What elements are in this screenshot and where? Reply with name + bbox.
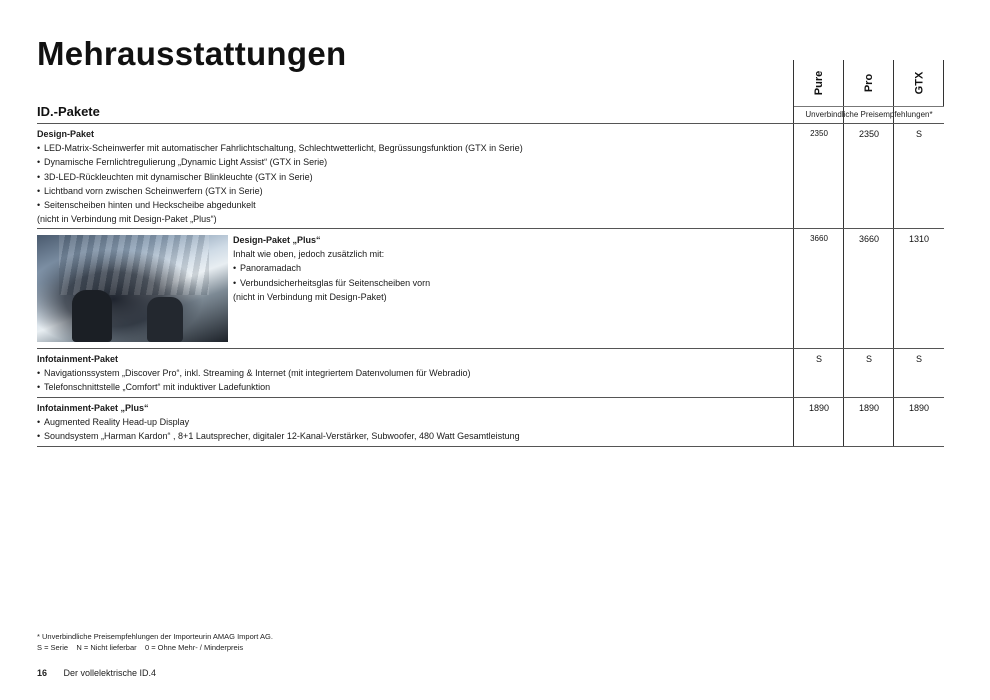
package-note: (nicht in Verbindung mit Design-Paket „Plus“) [37,214,217,225]
price-pure: S [815,354,822,364]
price-gtx: 1310 [908,234,930,244]
package-row-infotainment [37,352,787,395]
package-row-design-plus [233,233,783,304]
list-item: • Navigationssystem „Discover Pro“, inkl. Streaming & Internet (mit integriertem Datenvolumen für Webradio) [37,366,787,380]
page-title: Mehrausstattungen [37,35,347,72]
row-divider [37,348,944,349]
page-number: 16 [37,668,48,678]
row-divider [37,123,944,124]
package-row-infotainment-plus [37,401,787,444]
list-item: • LED-Matrix-Scheinwerfer mit automatischer Fahrlichtschaltung, Schlechtwetterlicht, Begrüssungsfunktion (GTX in Serie) [37,141,787,155]
list-item: • Seitenscheiben hinten und Heckscheibe abgedunkelt [37,198,787,212]
footnote-price: * Unverbindliche Preisempfehlungen der Importeurin AMAG Import AG. [37,632,273,641]
price-pro: 3660 [858,234,880,244]
package-name: Infotainment-Paket [37,354,119,364]
package-name: Infotainment-Paket „Plus“ [37,403,149,413]
section-title: ID.-Pakete [37,104,100,119]
package-intro: Inhalt wie oben, jedoch zusätzlich mit: [233,249,385,260]
list-item: • Verbundsicherheitsglas für Seitenscheiben vorn [233,276,783,290]
price-pure: 1890 [808,403,830,413]
list-item: • Telefonschnittstelle „Comfort“ mit induktiver Ladefunktion [37,380,787,394]
package-row-design [37,127,787,226]
list-item: • Augmented Reality Head-up Display [37,415,787,429]
list-item: • Dynamische Fernlichtregulierung „Dynamic Light Assist“ (GTX in Serie) [37,155,787,169]
row-divider [37,397,944,398]
panoramic-roof-photo [37,235,228,342]
price-pro: S [865,354,872,364]
price-pro: 2350 [858,129,880,139]
column-header-pure: Pure [813,70,825,96]
list-item: • 3D-LED-Rückleuchten mit dynamischer Blinkleuchte (GTX in Serie) [37,170,787,184]
price-gtx: S [915,129,922,139]
row-divider [37,446,944,447]
footnote-legend: S = Serie N = Nicht lieferbar 0 = Ohne Mehr- / Minderpreis [37,643,244,652]
column-header-gtx: GTX [913,71,925,95]
price-gtx: 1890 [908,403,930,413]
row-divider [37,228,944,229]
list-item: • Lichtband vorn zwischen Scheinwerfern (GTX in Serie) [37,184,787,198]
list-item: • Soundsystem „Harman Kardon“ , 8+1 Lautsprecher, digitaler 12-Kanal-Verstärker, Subwoofer, 480 Watt Gesamtleistung [37,429,787,443]
column-header-pro: Pro [863,73,875,93]
price-gtx: S [915,354,922,364]
list-item: • Panoramadach [233,261,783,275]
package-note: (nicht in Verbindung mit Design-Paket) [233,291,387,302]
page-footer [37,668,156,678]
package-name: Design-Paket „Plus“ [233,235,321,245]
footer-text: Der vollelektrische ID.4 [63,668,157,678]
price-pure: 2350 [810,129,828,138]
price-note: Unverbindliche Preisempfehlungen* [805,110,933,119]
price-pure: 3660 [810,234,828,243]
package-name: Design-Paket [37,129,95,139]
price-pro: 1890 [858,403,880,413]
